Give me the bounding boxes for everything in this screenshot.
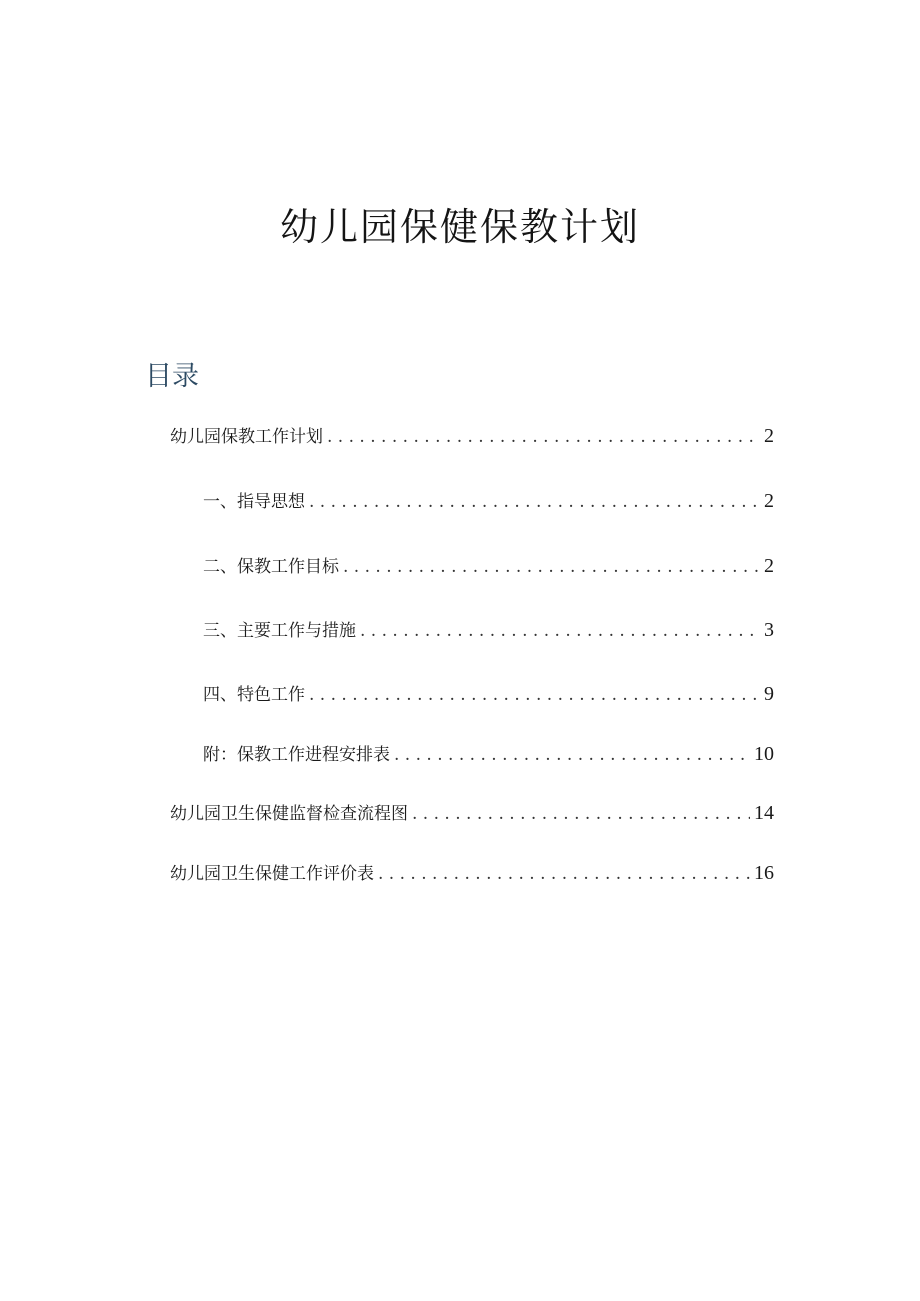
toc-leader-dots <box>394 743 750 767</box>
toc-leader-dots <box>309 490 760 514</box>
document-title: 幼儿园保健保教计划 <box>279 205 640 249</box>
toc-leader-dots <box>360 619 760 643</box>
toc-entry[interactable] <box>203 682 774 707</box>
toc-entry-page: 16 <box>754 862 774 884</box>
toc-entry-title: 幼儿园卫生保健监督检查流程图 <box>170 804 408 824</box>
toc-entry-title: 幼儿园卫生保健工作评价表 <box>170 864 374 884</box>
toc-leader-dots <box>327 425 760 449</box>
toc-entry[interactable] <box>203 489 774 514</box>
toc-entry-page: 2 <box>764 490 774 512</box>
toc-heading: 目录 <box>145 361 199 392</box>
toc-entry[interactable] <box>170 424 774 449</box>
toc-leader-dots <box>343 555 760 579</box>
toc-entry-page: 2 <box>764 425 774 447</box>
toc-entry-page: 10 <box>754 743 774 765</box>
toc-entry[interactable] <box>170 801 774 826</box>
toc-entry-page: 14 <box>754 802 774 824</box>
toc-entry-page: 3 <box>764 619 774 641</box>
toc-entry-title: 四、特色工作 <box>203 685 305 705</box>
toc-leader-dots <box>309 683 760 707</box>
toc-leader-dots <box>412 802 750 826</box>
toc-entry-title: 一、指导思想 <box>203 492 305 512</box>
toc-leader-dots <box>378 862 750 886</box>
toc-entry[interactable] <box>203 742 774 767</box>
toc-entry-title: 二、保教工作目标 <box>203 557 339 577</box>
toc-entry-title: 附：保教工作进程安排表 <box>203 745 390 765</box>
toc-entry[interactable] <box>203 554 774 579</box>
toc-entry-page: 2 <box>764 555 774 577</box>
toc-entry[interactable] <box>203 618 774 643</box>
toc-entry-title: 三、主要工作与措施 <box>203 621 356 641</box>
toc-entry-title: 幼儿园保教工作计划 <box>170 427 323 447</box>
toc-entry-page: 9 <box>764 683 774 705</box>
toc-entry[interactable] <box>170 861 774 886</box>
